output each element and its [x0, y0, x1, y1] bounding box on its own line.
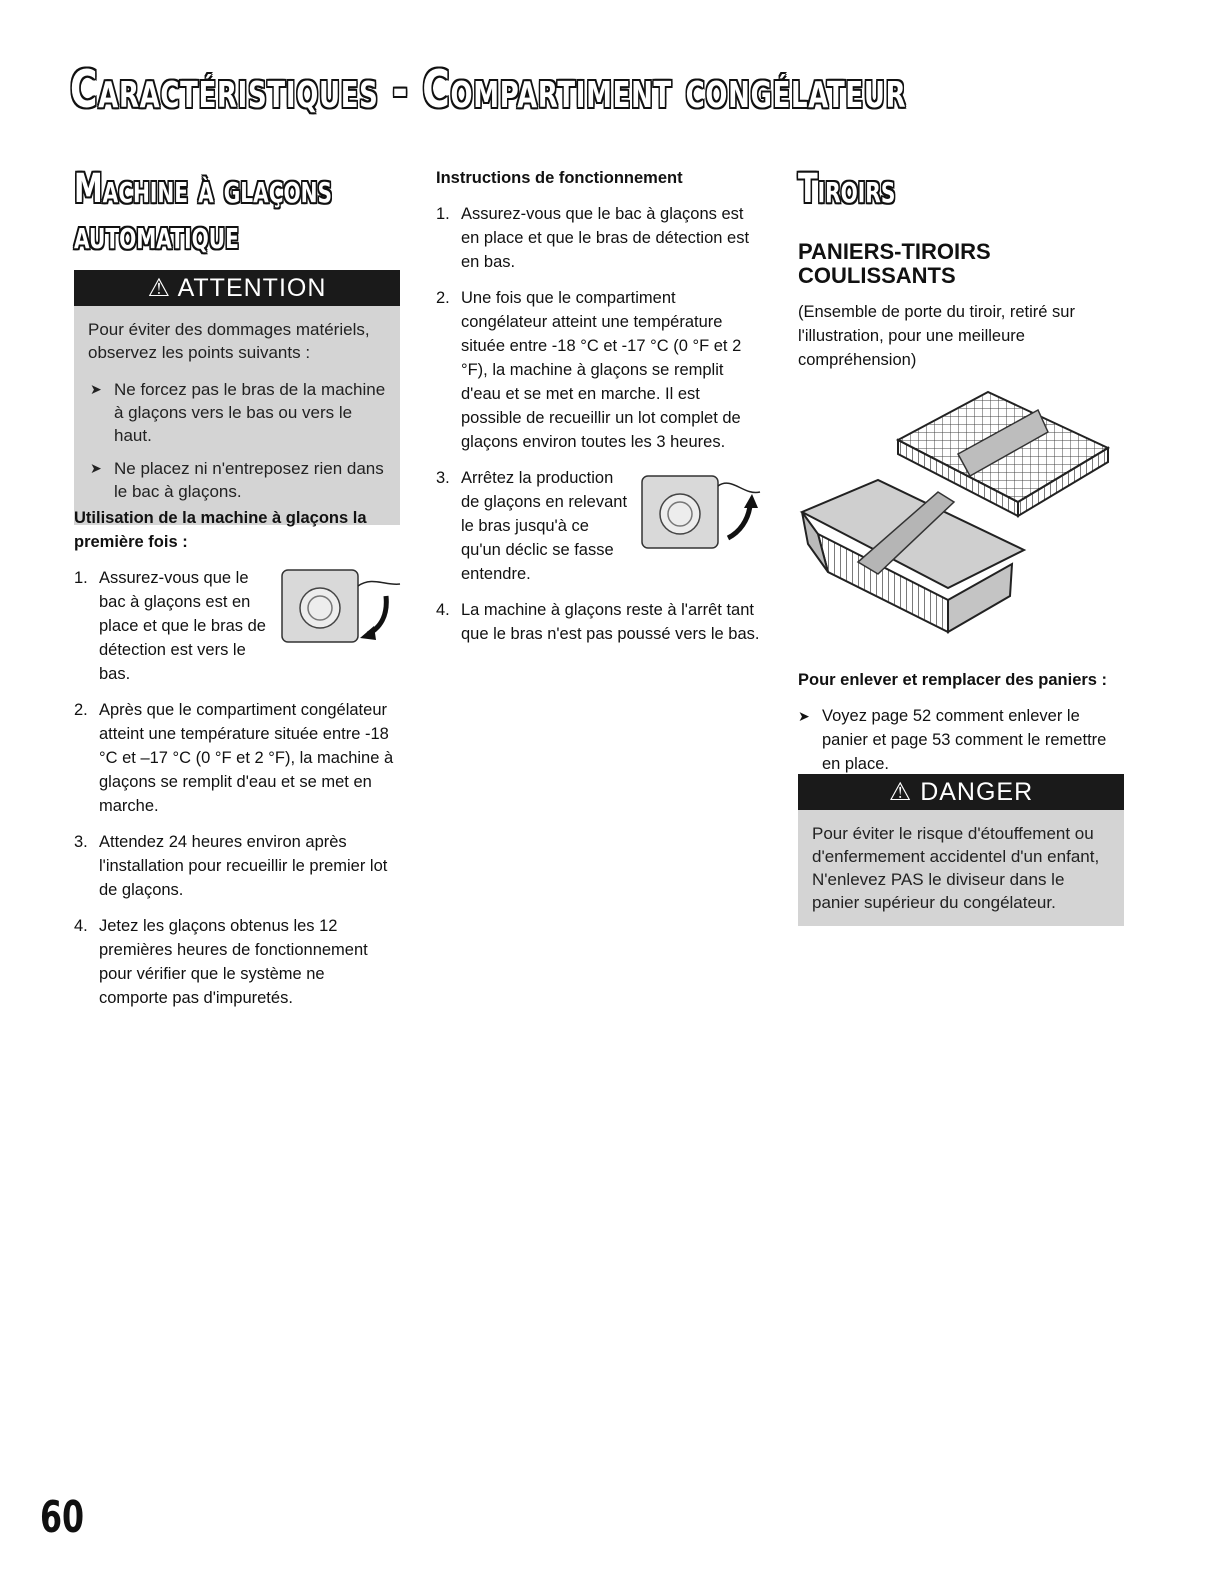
remove-item-text: Voyez page 52 comment enlever le panier et page 53 comment le remettre en place.	[822, 707, 1107, 773]
arrow-bullet-icon: ➤	[798, 708, 810, 724]
attention-callout	[74, 270, 400, 525]
attention-body	[74, 306, 400, 525]
arrow-bullet-icon: ➤	[90, 381, 102, 397]
first-use-title: Utilisation de la machine à glaçons la première fois :	[74, 509, 367, 551]
list-item: 2. Après que le compartiment congélateur atteint une température située entre -18 °C et –17 °C (0 °F et 2 °F), la machine à glaçons se remplit d'eau et se met en marche.	[74, 701, 394, 815]
list-item: 1. Assurez-vous que le bac à glaçons est en place et que le bras de détection est vers le bas.	[74, 569, 266, 683]
operation-title: Instructions de fonctionnement	[436, 169, 683, 187]
warning-triangle-icon: ⚠	[888, 778, 913, 806]
danger-bar	[798, 774, 1124, 810]
list-item: 4. La machine à glaçons reste à l'arrêt tant que le bras n'est pas poussé vers le bas.	[436, 601, 760, 643]
danger-callout	[798, 774, 1124, 926]
list-item: 2. Une fois que le compartiment congélateur atteint une température située entre -18 °C et -17 °C (0 °F et 2 °F), la machine à glaçons se remplit d'eau et se met en marche. Il est possible de recueillir un lot complet de glaçons environ toutes les 3 heures.	[436, 289, 742, 451]
attention-intro: Pour éviter des dommages matériels, observez les points suivants :	[88, 320, 370, 362]
icemaker-arm-up-figure	[636, 472, 764, 556]
icemaker-heading-line2: automatique	[74, 212, 239, 258]
list-item: 3. Attendez 24 heures environ après l'installation pour recueillir le premier lot de glaçons.	[74, 833, 388, 899]
operation-steps	[436, 202, 760, 658]
icemaker-arm-down-figure	[276, 566, 404, 650]
attention-bar	[74, 270, 400, 306]
attention-list	[88, 378, 386, 503]
danger-label: DANGER	[920, 778, 1034, 806]
remove-item	[798, 704, 1128, 776]
remove-title: Pour enlever et remplacer des paniers :	[798, 671, 1108, 689]
page-title: Caractéristiques - Compartiment congélateur	[70, 60, 907, 120]
list-item: 1. Assurez-vous que le bac à glaçons est en place et que le bras de détection est en bas.	[436, 205, 750, 271]
arrow-bullet-icon: ➤	[90, 460, 102, 476]
drawers-note: (Ensemble de porte du tiroir, retiré sur l'illustration, pour une meilleure compréhension)	[798, 303, 1075, 369]
warning-triangle-icon: ⚠	[147, 274, 172, 302]
attention-label: ATTENTION	[177, 274, 327, 302]
list-item: ➤ Ne placez ni n'entreposez rien dans le bac à glaçons.	[90, 459, 384, 501]
icemaker-heading-line1: Machine à glaçons	[74, 166, 333, 212]
list-item: ➤ Ne forcez pas le bras de la machine à glaçons vers le bas ou vers le haut.	[90, 380, 386, 445]
danger-body	[798, 810, 1124, 926]
drawers-heading: Tiroirs	[798, 166, 896, 212]
list-item: 3. Arrêtez la production de glaçons en relevant le bras jusqu'à ce qu'un déclic se fasse entendre.	[436, 469, 628, 583]
danger-text: Pour éviter le risque d'étouffement ou d'enfermement accidentel d'un enfant, N'enlevez PAS le diviseur dans le panier supérieur du congélateur.	[812, 824, 1100, 912]
drawer-baskets-illustration	[798, 384, 1124, 644]
drawers-subheading: PANIERS-TIROIRS COULISSANTS	[798, 239, 991, 288]
page-number: 60	[40, 1492, 85, 1543]
list-item: 4. Jetez les glaçons obtenus les 12 premières heures de fonctionnement pour vérifier que le système ne comporte pas d'impuretés.	[74, 917, 368, 1007]
